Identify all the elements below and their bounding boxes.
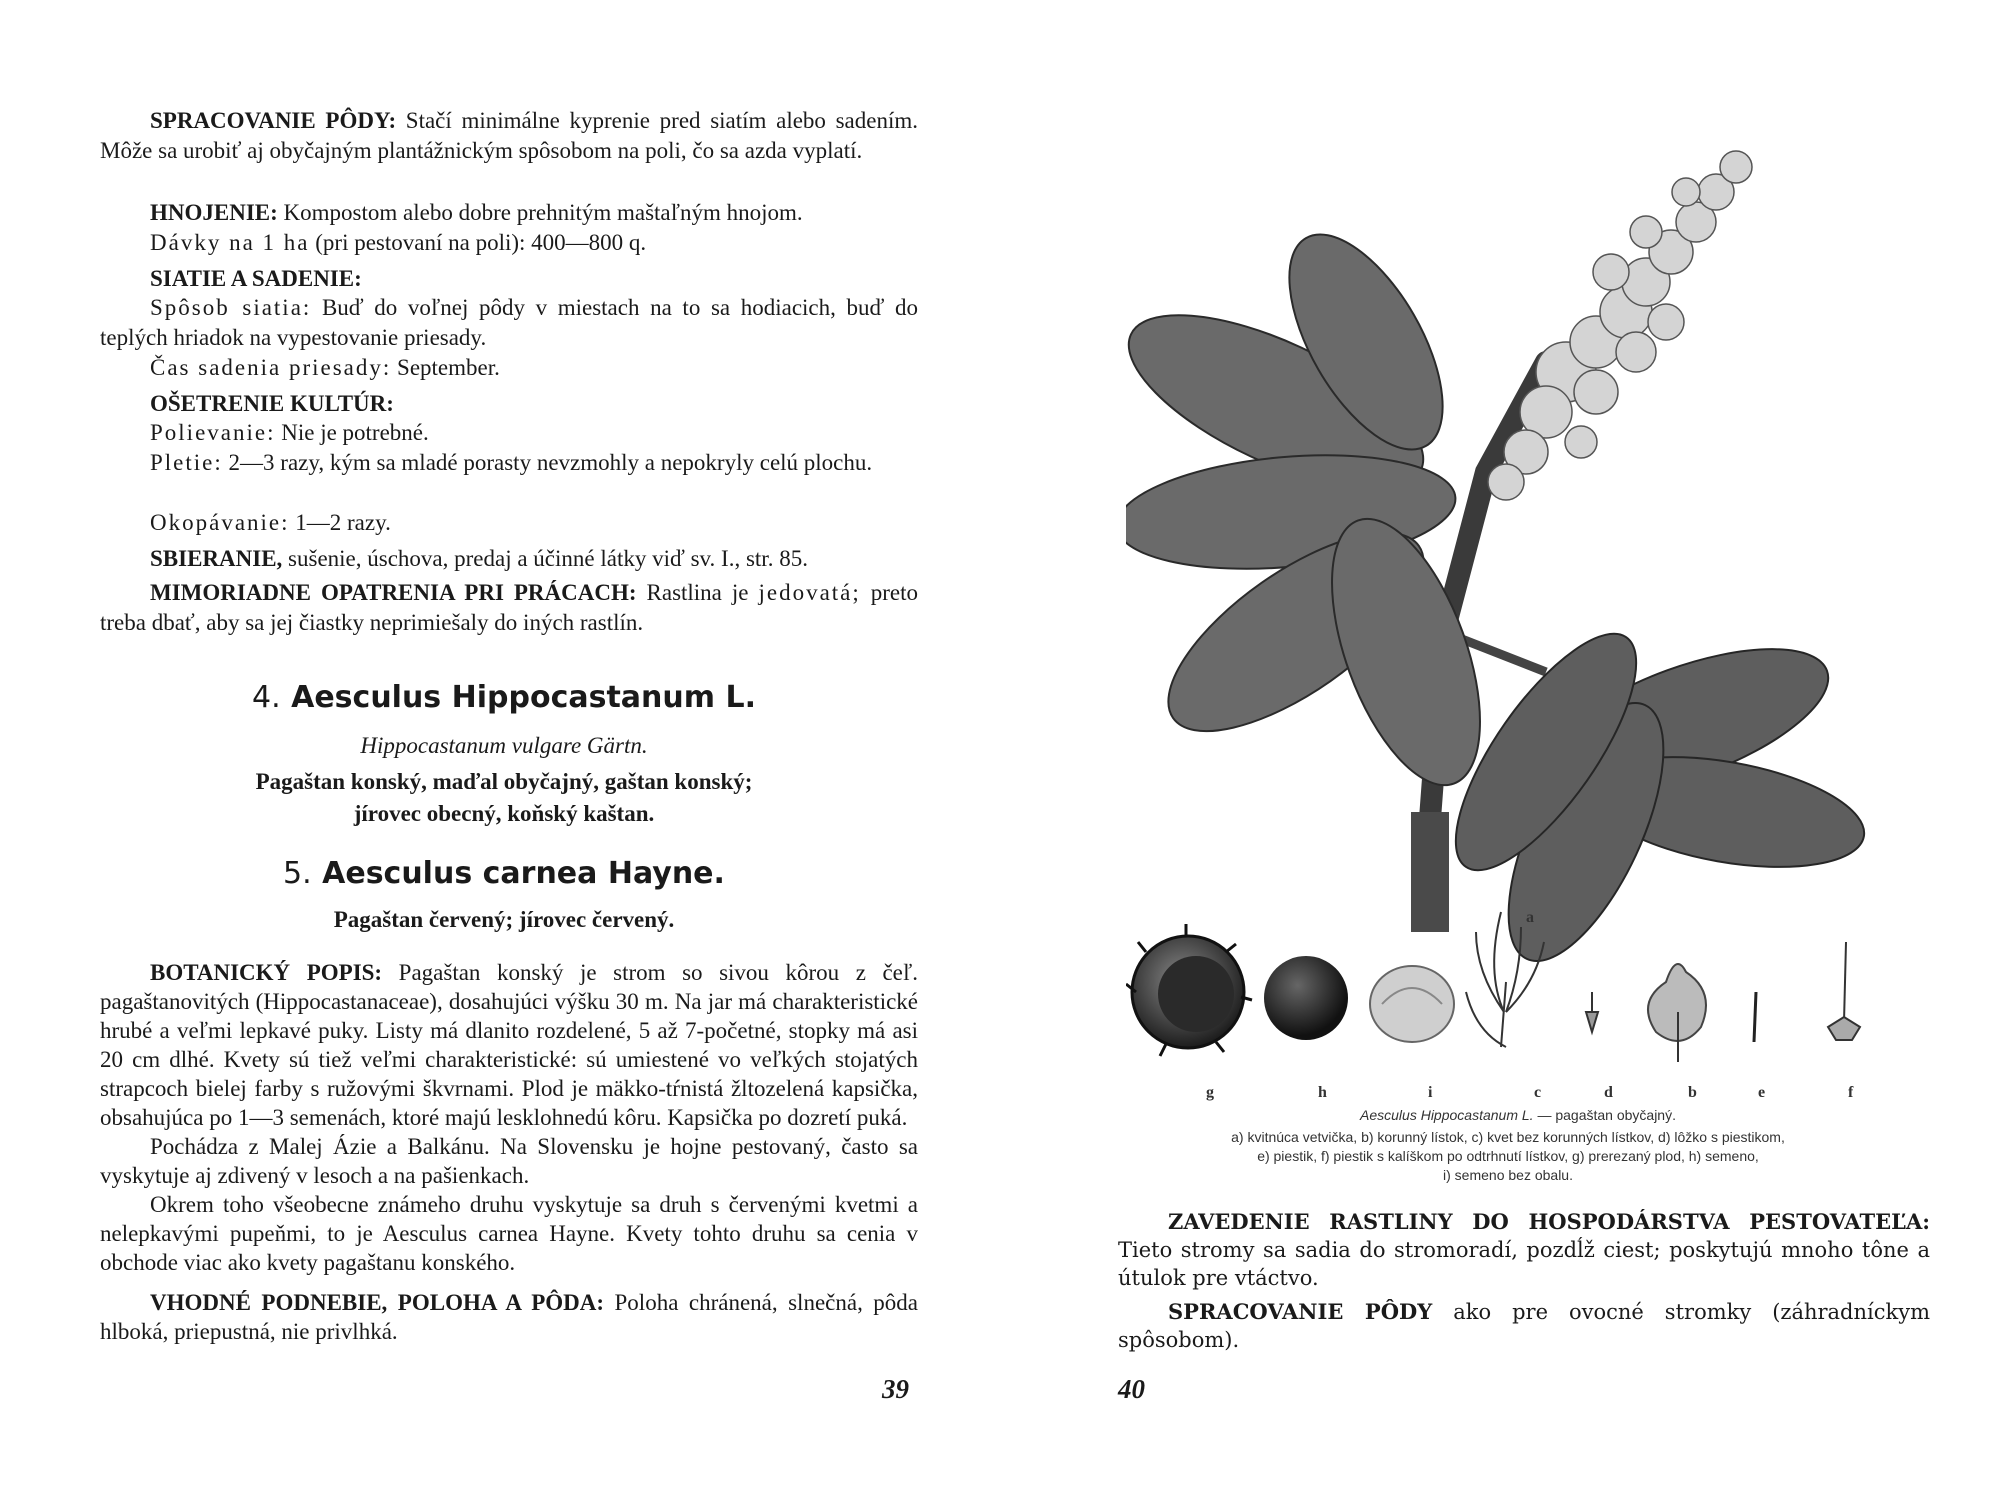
figure-caption-line3: i) semeno bez obalu.	[1443, 1167, 1573, 1183]
figure-caption-title: Aesculus Hippocastanum L. — pagaštan obyčajný.	[1360, 1107, 1676, 1123]
spracovanie-podi-paragraph: SPRACOVANIE PÔDY ako pre ovocné stromky (záhradníckym spôsobom).	[1118, 1299, 1930, 1352]
species-5-names: Pagaštan červený; jírovec červený.	[333, 907, 675, 932]
corolla-petal	[1648, 964, 1706, 1062]
davky-line: Dávky na 1 ha (pri pestovaní na poli): 400—800 q.	[150, 230, 647, 255]
okrem-paragraph: Okrem toho všeobecne známeho druhu vyskytuje sa druh s červenými kvetmi a nelepkavými pupeňmi, to je Aesculus carnea Hayne. Kvety tohto druhu sa cenia v obchode viac ako kvety pagaštanu konského.	[100, 1192, 918, 1275]
pochadza-paragraph: Pochádza z Malej Ázie a Balkánu. Na Slovensku je hojne pestovaný, často sa vyskytuje aj zdivený v lesoch a na pašienkach.	[100, 1134, 918, 1188]
receptacle-with-pistil	[1586, 992, 1598, 1032]
zavedenie-paragraph: ZAVEDENIE RASTLINY DO HOSPODÁRSTVA PESTOVATEĽA: Tieto stromy sa sadia do stromoradí, pozdĺž ciest; poskytujú mnoho tône a útulok pre vtáctvo.	[1118, 1209, 1930, 1290]
leaf-cluster-right	[1425, 609, 1873, 982]
figure-label-d: d	[1604, 1084, 1613, 1101]
branch-base	[1411, 812, 1449, 932]
figure-label-a: a	[1526, 909, 1534, 926]
figure-caption-line1: a) kvitnúca vetvička, b) korunný lístok, c) kvet bez korunných lístkov, d) lôžko s piestikom,	[1231, 1129, 1785, 1145]
figure-label-e: e	[1758, 1084, 1766, 1101]
figure-label-i: i	[1428, 1084, 1433, 1101]
right-page	[1008, 0, 2016, 1500]
fruit-cut	[1126, 924, 1252, 1056]
horse-chestnut-illustration	[1126, 112, 1926, 1112]
mimoriadne-paragraph: MIMORIADNE OPATRENIA PRI PRÁCACH: Rastlina je jedovatá; preto treba dbať, aby sa jej čiastky neprimiešaly do iných rastlín.	[100, 580, 919, 635]
pistil	[1754, 992, 1756, 1042]
figure-caption-line2: e) piestik, f) piestik s kalíškom po odtrhnutí lístkov, g) prerezaný plod, h) semeno,	[1257, 1148, 1759, 1164]
figure-label-f: f	[1848, 1084, 1854, 1101]
sposob-paragraph: Spôsob siatia: Buď do voľnej pôdy v miestach na to sa hodiacich, buď do teplých hriadok na vypestovanie priesady.	[100, 295, 919, 350]
spracovanie-paragraph: SPRACOVANIE PÔDY: Stačí minimálne kyprenie pred siatím alebo sadením. Môže sa urobiť aj obyčajným plantážnickým spôsobom na poli, čo sa azda vyplatí.	[100, 108, 918, 163]
siatie-heading: SIATIE A SADENIE:	[150, 266, 362, 291]
flower-panicle	[1488, 151, 1752, 500]
page-number: 40	[1118, 1374, 1145, 1404]
figure-label-b: b	[1688, 1084, 1697, 1101]
cas-line: Čas sadenia priesady: September.	[150, 355, 500, 380]
species-5-heading: 5. Aesculus carnea Hayne.	[283, 856, 725, 891]
page-number: 39	[882, 1374, 909, 1404]
pletie-paragraph: Pletie: 2—3 razy, kým sa mladé porasty nevzmohly a nepokryly celú plochu.	[150, 450, 873, 475]
seed	[1264, 956, 1348, 1040]
species-4-names-line1: Pagaštan konský, maďal obyčajný, gaštan konský;	[255, 769, 753, 794]
okopavanie-line: Okopávanie: 1—2 razy.	[150, 510, 391, 535]
figure-label-g: g	[1206, 1084, 1214, 1101]
species-4-heading: 4. Aesculus Hippocastanum L.	[252, 680, 756, 715]
sbieranie-line: SBIERANIE, sušenie, úschova, predaj a účinné látky viď sv. I., str. 85.	[150, 546, 808, 571]
vhodne-podnebie-paragraph: VHODNÉ PODNEBIE, POLOHA A PÔDA: Poloha chránená, slnečná, pôda hlboká, priepustná, nie privlhká.	[100, 1290, 919, 1344]
species-4-names-line2: jírovec obecný, koňský kaštan.	[353, 801, 655, 826]
polievanie-line: Polievanie: Nie je potrebné.	[150, 420, 429, 445]
pistil-with-calyx	[1828, 942, 1860, 1040]
leaf-cluster-left	[1126, 211, 1510, 805]
species-4-synonym: Hippocastanum vulgare Gärtn.	[360, 733, 648, 758]
figure-label-c: c	[1534, 1084, 1542, 1101]
figure-label-h: h	[1318, 1084, 1327, 1101]
hnojenie-paragraph: HNOJENIE: Kompostom alebo dobre prehnitým maštaľným hnojom.	[150, 200, 803, 225]
osetrenie-heading: OŠETRENIE KULTÚR:	[150, 391, 394, 416]
botanicky-popis-paragraph: BOTANICKÝ POPIS: Pagaštan konský je strom so sivou kôrou z čeľ. pagaštanovitých (Hippocastanaceae), dosahujúci výšku 30 m. Na jar má charakteristické hrubé a veľmi lepkavé puky. Listy má dlanito rozdelené, 5 až 7-početné, stopky má asi 20 cm dlhé. Kvety sú tiež veľmi charakteristické: sú umiestené vo veľkých stojatých strapcoch bielej farby s ružovými škvrnami. Plod je mäkko-tŕnistá žltozelená kapsička, obsahujúca po 1—3 semenách, ktoré majú lesklohnedú kôru. Kapsička po dozretí puká.	[100, 960, 918, 1130]
